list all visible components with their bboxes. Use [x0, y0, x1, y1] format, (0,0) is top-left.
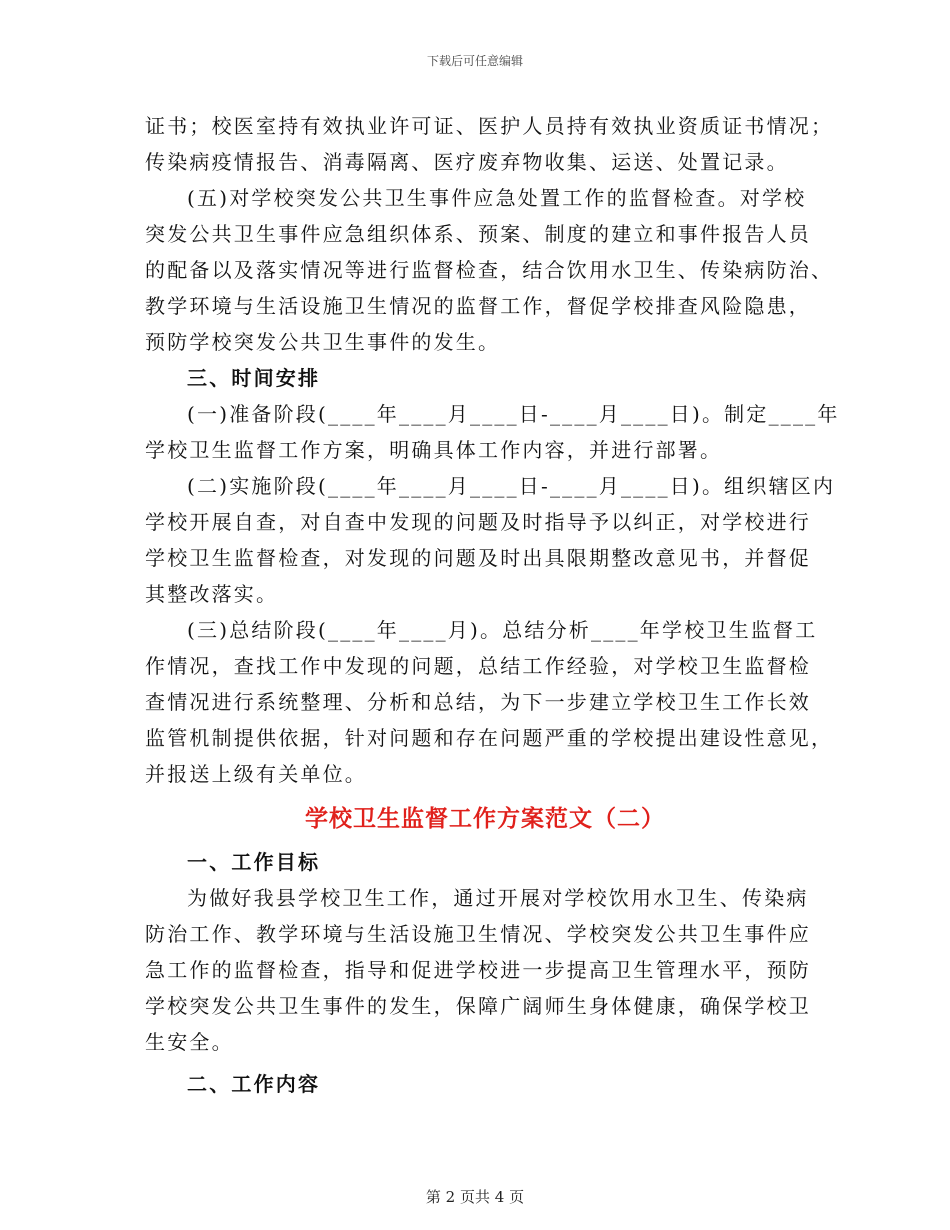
text-line: (三)总结阶段(____年____月)。总结分析____年学校卫生监督工	[187, 618, 818, 642]
text-line: 为做好我县学校卫生工作，通过开展对学校饮用水卫生、传染病	[187, 886, 809, 910]
text-line: 防治工作、教学环境与生活设施卫生情况、学校突发公共卫生事件应	[145, 922, 811, 946]
page-header: 下载后可任意编辑	[426, 54, 523, 68]
document-title: 学校卫生监督工作方案范文（二）	[305, 805, 665, 832]
section-heading-goal: 一、工作目标	[187, 850, 321, 874]
text-line: 监管机制提供依据，针对问题和存在问题严重的学校提出建设性意见，	[145, 726, 834, 750]
document-body	[145, 108, 840, 1102]
text-line: 突发公共卫生事件应急组织体系、预案、制度的建立和事件报告人员	[145, 222, 811, 246]
text-line: 学校突发公共卫生事件的发生，保障广阔师生身体健康，确保学校卫	[145, 994, 811, 1018]
text-line: 的配备以及落实情况等进行监督检查，结合饮用水卫生、传染病防治、	[145, 258, 834, 282]
section-heading-content: 二、工作内容	[187, 1072, 321, 1096]
text-line: 急工作的监督检查，指导和促进学校进一步提高卫生管理水平，预防	[145, 958, 811, 982]
text-line: (二)实施阶段(____年____月____日-____月____日)。组织辖区内	[187, 474, 836, 498]
text-line: 生安全。	[145, 1030, 234, 1054]
text-line: 教学环境与生活设施卫生情况的监督工作，督促学校排查风险隐患，	[145, 294, 811, 318]
text-line: 传染病疫情报告、消毒隔离、医疗废弃物收集、运送、处置记录。	[145, 150, 789, 174]
page-footer: 第 2 页共 4 页	[425, 1188, 525, 1206]
section-heading-time: 三、时间安排	[187, 366, 321, 390]
text-line: 学校开展自查，对自查中发现的问题及时指导予以纠正，对学校进行	[145, 510, 811, 534]
text-line: 其整改落实。	[145, 582, 279, 606]
text-line: 作情况，查找工作中发现的问题，总结工作经验，对学校卫生监督检	[145, 654, 811, 678]
text-line: (五)对学校突发公共卫生事件应急处置工作的监督检查。对学校	[187, 186, 807, 210]
text-line: 学校卫生监督工作方案，明确具体工作内容，并进行部署。	[145, 438, 723, 462]
text-line: 学校卫生监督检查，对发现的问题及时出具限期整改意见书，并督促	[145, 546, 811, 570]
text-line: 查情况进行系统整理、分析和总结，为下一步建立学校卫生工作长效	[145, 690, 811, 714]
text-line: 预防学校突发公共卫生事件的发生。	[145, 330, 501, 354]
text-line: 并报送上级有关单位。	[145, 762, 367, 786]
text-line: (一)准备阶段(____年____月____日-____月____日)。制定____年	[187, 402, 840, 426]
text-line: 证书；校医室持有效执业许可证、医护人员持有效执业资质证书情况；	[145, 114, 834, 138]
